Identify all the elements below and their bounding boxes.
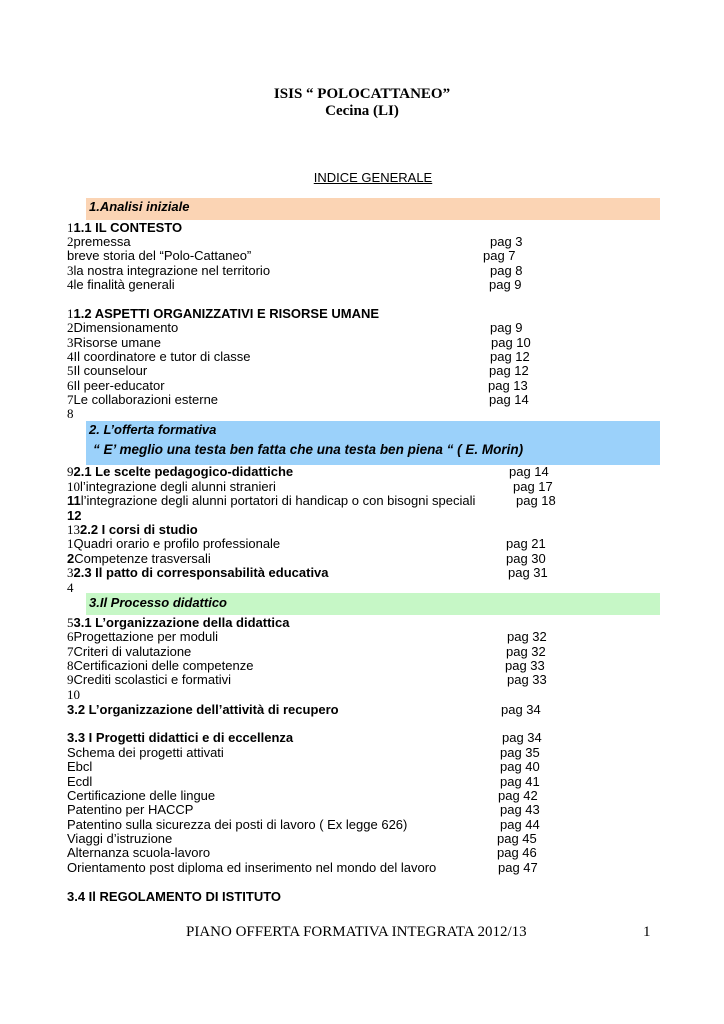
toc-entry-number: 2 xyxy=(67,320,74,335)
toc-entry xyxy=(67,307,379,321)
toc-entry-text: premessa xyxy=(73,234,131,249)
toc-entry-number: 1 xyxy=(67,306,74,321)
toc-entry-page: pag 30 xyxy=(506,551,546,566)
toc-entry-number: 4 xyxy=(67,580,74,595)
toc-entry xyxy=(67,818,407,832)
toc-entry-text: 3.1 L’organizzazione della didattica xyxy=(73,615,290,630)
toc-entry-text: Viaggi d’istruzione xyxy=(67,831,173,846)
toc-entry xyxy=(67,221,182,235)
toc-entry xyxy=(67,645,191,659)
toc-entry-text: 1.1 IL CONTESTO xyxy=(73,220,183,235)
toc-entry xyxy=(67,803,193,817)
toc-entry-text: Ebcl xyxy=(67,759,93,774)
toc-entry-text: breve storia del “Polo-Cattaneo” xyxy=(67,248,252,263)
toc-entry xyxy=(67,552,211,566)
toc-entry-page: pag 8 xyxy=(490,263,523,278)
toc-entry-page: pag 41 xyxy=(500,774,540,789)
toc-entry-page: pag 13 xyxy=(488,378,528,393)
toc-entry-text: Quadri orario e profilo professionale xyxy=(73,536,281,551)
toc-entry-text: le finalità generali xyxy=(73,277,175,292)
toc-entry-text: Risorse umane xyxy=(73,335,161,350)
toc-entry-page: pag 40 xyxy=(500,759,540,774)
toc-entry xyxy=(67,890,281,904)
toc-entry-text: 2.1 Le scelte pedagogico-didattiche xyxy=(73,464,294,479)
toc-entry-number: 7 xyxy=(67,392,74,407)
toc-entry xyxy=(67,659,253,673)
toc-entry-text: Certificazioni delle competenze xyxy=(73,658,254,673)
toc-entry-page: pag 32 xyxy=(507,629,547,644)
toc-entry xyxy=(67,494,475,508)
toc-entry-number: 3 xyxy=(67,335,74,350)
toc-entry-number: 5 xyxy=(67,615,74,630)
toc-entry-number: 9 xyxy=(67,464,74,479)
toc-entry-page: pag 14 xyxy=(509,464,549,479)
toc-entry-text: Progettazione per moduli xyxy=(73,629,219,644)
toc-entry xyxy=(67,861,436,875)
toc-entry-number: 1 xyxy=(67,220,74,235)
toc-entry xyxy=(67,235,131,249)
toc-entry xyxy=(67,407,74,421)
toc-entry xyxy=(67,379,165,393)
toc-entry-text: Alternanza scuola-lavoro xyxy=(67,845,211,860)
toc-entry-text: Il counselour xyxy=(73,363,148,378)
toc-entry-text: Orientamento post diploma ed inserimento nel mondo del lavoro xyxy=(67,860,437,875)
toc-entry-page: pag 32 xyxy=(506,644,546,659)
toc-entry xyxy=(67,278,175,292)
toc-entry xyxy=(67,393,218,407)
toc-entry-page: pag 18 xyxy=(516,493,556,508)
toc-entry-text: Criteri di valutazione xyxy=(73,644,192,659)
toc-entry-number: 3 xyxy=(67,263,74,278)
toc-entry-page: pag 31 xyxy=(508,565,548,580)
section-title-offerta: 2. L’offerta formativa xyxy=(89,422,217,437)
toc-entry-page: pag 7 xyxy=(483,248,516,263)
toc-entry-text: Competenze trasversali xyxy=(74,551,211,566)
toc-entry xyxy=(67,364,147,378)
toc-entry xyxy=(67,846,210,860)
toc-entry-number: 11 xyxy=(67,493,81,508)
toc-entry xyxy=(67,832,172,846)
toc-entry-page: pag 17 xyxy=(513,479,553,494)
toc-entry xyxy=(67,465,293,479)
toc-entry-page: pag 47 xyxy=(498,860,538,875)
toc-entry-text: 2.2 I corsi di studio xyxy=(80,522,198,537)
toc-entry-page: pag 9 xyxy=(490,320,523,335)
toc-entry xyxy=(67,566,329,580)
section-title-processo: 3.Il Processo didattico xyxy=(89,595,227,610)
school-name: ISIS “ POLOCATTANEO” xyxy=(273,86,451,102)
toc-entry-text: la nostra integrazione nel territorio xyxy=(73,263,271,278)
toc-entry xyxy=(67,321,178,335)
toc-entry xyxy=(67,630,218,644)
toc-entry-page: pag 42 xyxy=(498,788,538,803)
toc-entry-text: Il peer-educator xyxy=(73,378,165,393)
toc-entry-page: pag 34 xyxy=(502,730,542,745)
toc-entry-page: pag 46 xyxy=(497,845,537,860)
toc-entry-text: l’integrazione degli alunni portatori di handicap o con bisogni speciali xyxy=(80,493,476,508)
toc-entry-page: pag 12 xyxy=(489,363,529,378)
toc-entry-page: pag 33 xyxy=(507,672,547,687)
toc-entry xyxy=(67,537,280,551)
toc-entry-number: 4 xyxy=(67,349,74,364)
toc-entry-text: l’integrazione degli alunni stranieri xyxy=(80,479,276,494)
toc-entry-number: 12 xyxy=(67,508,82,523)
toc-entry xyxy=(67,789,215,803)
toc-entry-number: 2 xyxy=(67,234,74,249)
toc-entry-text: Certificazione delle lingue xyxy=(67,788,216,803)
toc-entry-number: 8 xyxy=(67,406,74,421)
toc-entry-text: 2.3 Il patto di corresponsabilità educativa xyxy=(73,565,329,580)
toc-entry-number: 8 xyxy=(67,658,74,673)
toc-entry-text: 3.3 I Progetti didattici e di eccellenza xyxy=(67,730,294,745)
toc-entry-page: pag 33 xyxy=(505,658,545,673)
toc-entry xyxy=(67,480,276,494)
toc-entry-number: 4 xyxy=(67,277,74,292)
toc-entry-page: pag 43 xyxy=(500,802,540,817)
toc-entry-page: pag 44 xyxy=(500,817,540,832)
toc-entry xyxy=(67,249,251,263)
toc-entry xyxy=(67,336,161,350)
toc-entry-number: 2 xyxy=(67,551,75,566)
toc-entry-number: 13 xyxy=(67,522,80,537)
toc-entry xyxy=(67,616,290,630)
toc-entry xyxy=(67,760,92,774)
toc-entry-page: pag 9 xyxy=(489,277,522,292)
toc-entry-page: pag 45 xyxy=(497,831,537,846)
toc-entry xyxy=(67,688,80,702)
toc-entry-page: pag 10 xyxy=(491,335,531,350)
toc-entry-text: Il coordinatore e tutor di classe xyxy=(73,349,251,364)
toc-entry-page: pag 12 xyxy=(490,349,530,364)
toc-entry xyxy=(67,523,198,537)
toc-entry-text: 3.2 L’organizzazione dell’attività di recupero xyxy=(67,702,339,717)
toc-entry xyxy=(67,731,293,745)
toc-entry xyxy=(67,350,251,364)
school-city: Cecina (LI) xyxy=(325,103,399,119)
toc-entry-text: Crediti scolastici e formativi xyxy=(73,672,231,687)
toc-entry-text: Patentino per HACCP xyxy=(67,802,194,817)
toc-entry-number: 3 xyxy=(67,565,74,580)
toc-entry-number: 1 xyxy=(67,536,74,551)
footer-page-number: 1 xyxy=(643,924,651,940)
toc-entry-text: Schema dei progetti attivati xyxy=(67,745,224,760)
toc-entry-number: 6 xyxy=(67,629,74,644)
toc-entry xyxy=(67,746,224,760)
toc-entry-text: Dimensionamento xyxy=(73,320,179,335)
section-title-analisi: 1.Analisi iniziale xyxy=(89,199,190,214)
toc-entry xyxy=(67,264,270,278)
toc-entry-text: Le collaborazioni esterne xyxy=(73,392,219,407)
toc-entry-text: Patentino sulla sicurezza dei posti di lavoro ( Ex legge 626) xyxy=(67,817,408,832)
toc-entry-number: 5 xyxy=(67,363,74,378)
section-motto: “ E’ meglio una testa ben fatta che una testa ben piena “ ( E. Morin) xyxy=(93,442,524,457)
toc-entry xyxy=(67,673,231,687)
index-title: INDICE GENERALE xyxy=(313,170,433,185)
toc-entry-page: pag 21 xyxy=(506,536,546,551)
toc-entry xyxy=(67,703,339,717)
footer-title: PIANO OFFERTA FORMATIVA INTEGRATA 2012/13 xyxy=(186,924,527,940)
toc-entry-number: 6 xyxy=(67,378,74,393)
toc-entry-page: pag 14 xyxy=(489,392,529,407)
toc-entry xyxy=(67,775,92,789)
toc-entry xyxy=(67,581,74,595)
toc-entry-number: 9 xyxy=(67,672,74,687)
toc-entry-number: 7 xyxy=(67,644,74,659)
toc-entry-number: 10 xyxy=(67,687,80,702)
toc-entry-page: pag 35 xyxy=(500,745,540,760)
toc-entry-number: 10 xyxy=(67,479,80,494)
toc-entry xyxy=(67,509,81,523)
toc-entry-text: Ecdl xyxy=(67,774,93,789)
toc-entry-page: pag 34 xyxy=(501,702,541,717)
toc-entry-page: pag 3 xyxy=(490,234,523,249)
toc-entry-text: 1.2 ASPETTI ORGANIZZATIVI E RISORSE UMANE xyxy=(73,306,380,321)
toc-entry-text: 3.4 Il REGOLAMENTO DI ISTITUTO xyxy=(67,889,282,904)
